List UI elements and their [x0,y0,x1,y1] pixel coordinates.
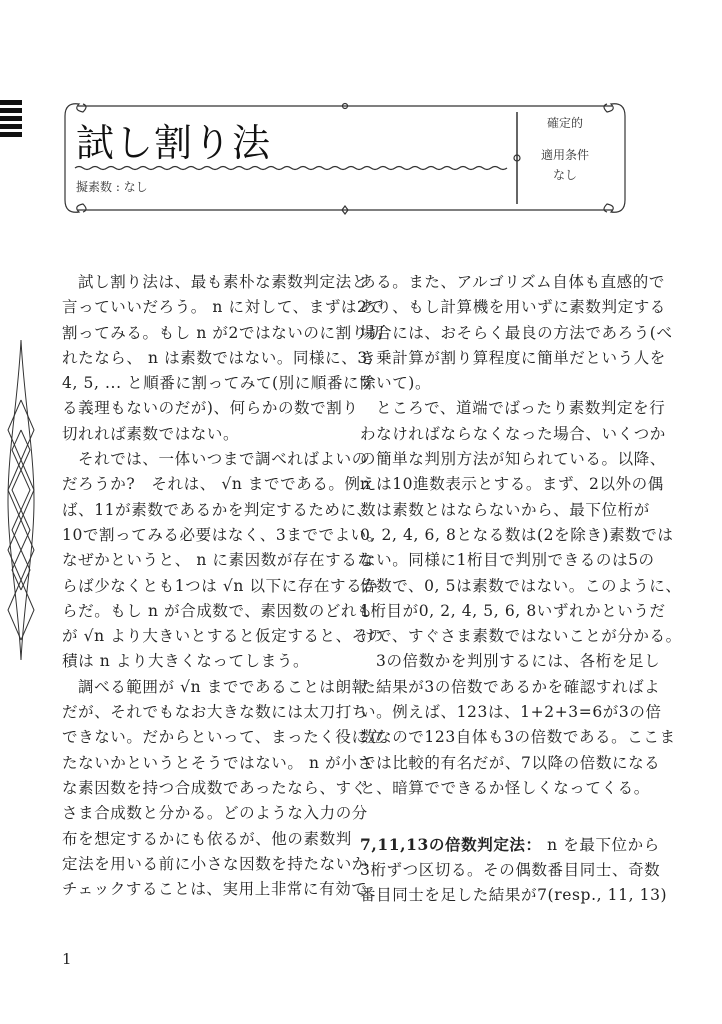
body-text-line: n は10進数表示とする。まず、2以外の偶 [360,475,664,494]
body-text-line: ない。同様に1桁目で判別できるのは5の [360,551,655,570]
body-text-line: それでは、一体いつまで調べればよいの [78,450,368,469]
paragraph-gap [360,801,632,832]
body-text-line: が √n より大きいとすると仮定すると、その [62,627,384,646]
body-text-line: 数なので123自体も3の倍数である。ここま [360,728,676,747]
body-text-line: 倍数で、0, 5は素数ではない。このように、 [360,576,682,595]
page-title: 試し割り法 [76,121,272,165]
body-text-line: れたなら、 n は素数ではない。同様に、3, [62,348,374,367]
body-text-line: ところで、道端でばったり素数判定を行 [376,399,666,418]
rule-first-line [360,832,660,857]
body-text-line: チェックすることは、実用上非常に有効で [62,880,368,899]
body-text-line: 言っていいだろう。 n に対して、まずは2で [62,298,384,317]
body-text-line: い。例えば、123は、1+2+3=6が3の倍 [360,703,662,722]
margin-lattice-ornament-icon [4,340,38,660]
conditions-value: なし [552,168,577,182]
body-text-line: けで、すぐさま素数ではないことが分かる。 [360,627,682,646]
page-number: 1 [62,950,72,968]
body-text-line: 定法を用いる前に小さな因数を持たないか [62,854,368,873]
body-text-line: あり、もし計算機を用いずに素数判定する [360,298,666,317]
body-text-line: 3の倍数かを判別するには、各桁を足し [376,652,661,671]
body-text-line: だが、それでもなお大きな数には太刀打ち [62,703,368,722]
body-text-line: 切れれば素数ではない。 [62,424,240,443]
body-text-line: 3桁ずつ区切る。その偶数番目同士、奇数 [360,860,661,879]
pseudoprime-note: 擬素数 : なし [76,180,148,194]
body-text-line: では比較的有名だが、7以降の倍数になる [360,753,661,772]
chapter-tab-stripes [0,100,22,140]
body-text-line: ば、11が素数であるかを判定するために、 [62,500,373,519]
body-text-line: と、暗算でできるか怪しくなってくる。 [360,778,650,797]
body-text-line: だろうか? それは、 √n までである。例え [62,475,377,494]
body-text-line: たないかというとそうではない。 n が小さ [62,753,374,772]
conditions-label: 適用条件 [540,148,589,162]
body-text-line: 0, 2, 4, 6, 8となる数は(2を除き)素数では [360,525,674,544]
body-text-line: 1桁目が0, 2, 4, 5, 6, 8いずれかというだ [360,601,666,620]
body-text-line: できない。だからといって、まったく役に立 [62,728,384,747]
rule-text: n を最下位から [541,836,660,855]
body-text-line: なぜかというと、 n に素因数が存在するな [62,551,374,570]
body-text-line: 積は n より大きくなってしまう。 [62,652,310,671]
body-text-line: 割ってみる。もし n が2ではないのに割り切 [62,323,384,342]
body-text-line: わなければならなくなった場合、いくつか [360,424,666,443]
body-text-line: さま合成数と分かる。どのような入力の分 [62,804,368,823]
test-type: 確定的 [546,116,583,130]
body-text-line: 試し割り法は、最も素朴な素数判定法と [78,273,368,291]
body-text-line: 布を想定するかにも依るが、他の素数判 [62,829,352,848]
body-text-line: た結果が3の倍数であるかを確認すればよ [360,677,661,696]
body-text-line: き乗計算が割り算程度に簡単だという人を [360,348,666,367]
body-left-column [62,270,384,902]
body-text-line: る義理もないのだが)、何らかの数で割り [62,399,359,418]
body-text-line: 数は素数とはならないから、最下位桁が [360,500,650,519]
body-text-line: の簡単な判別方法が知られている。以降、 [360,450,666,469]
body-text-line: 調べる範囲が √n までであることは朗報 [78,677,368,696]
body-text-line: 4, 5, ... と順番に割ってみて(別に順番にす [62,374,376,393]
body-right-column [360,270,682,908]
body-text-line: ある。また、アルゴリズム自体も直感的で [360,273,665,291]
body-text-line: 場合には、おそらく最良の方法であろう(べ [360,323,673,342]
body-text-line: 除いて)。 [360,374,432,393]
body-text-line: 番目同士を足した結果が7(resp., 11, 13) [360,885,668,904]
body-text-line: 10で割ってみる必要はなく、3まででよい。 [62,525,383,544]
body-text-line: らだ。もし n が合成数で、素因数のどれも [62,601,374,620]
body-text-line: らば少なくとも1つは √n 以下に存在するか [62,576,379,595]
body-text-line: な素因数を持つ合成数であったなら、すぐ [62,778,368,797]
rule-heading: 7,11,13の倍数判定法： [360,835,542,855]
